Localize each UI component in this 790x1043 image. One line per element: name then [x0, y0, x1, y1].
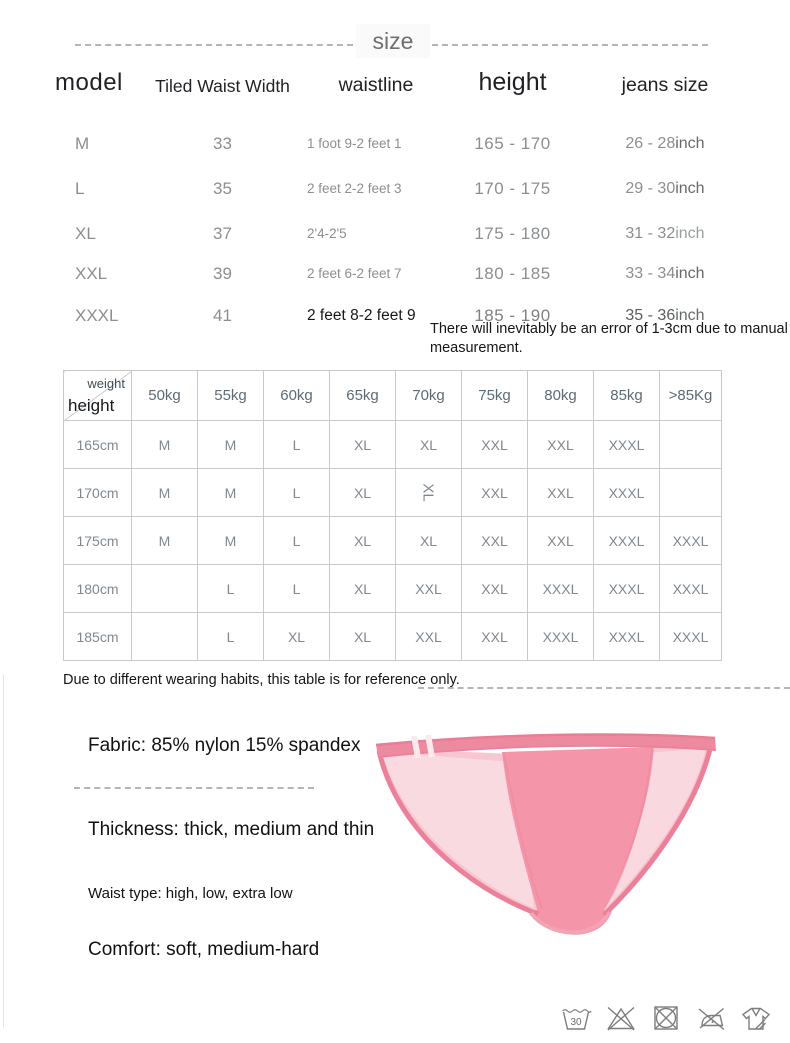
cell-waist-width: 33 — [213, 134, 232, 153]
matrix-cell: XXXL — [594, 565, 660, 613]
cell-height: 180 - 185 — [474, 264, 551, 283]
height-label: 175cm — [64, 517, 132, 565]
product-photo-pink-briefs — [352, 702, 737, 957]
cell-height: 175 - 180 — [474, 224, 551, 243]
cell-model: XL — [75, 224, 96, 243]
wash-temp-label: 30 — [570, 1017, 582, 1028]
weight-height-matrix — [63, 370, 722, 661]
cell-waistline: 1 foot 9-2 feet 1 — [307, 136, 402, 152]
matrix-row-180cm — [64, 565, 722, 613]
fabric-text: Fabric: 85% nylon 15% spandex — [88, 735, 361, 756]
matrix-cell — [660, 469, 722, 517]
matrix-cell: XXL — [396, 613, 462, 661]
col-header-height: height — [478, 68, 547, 96]
cell-model: XXL — [75, 264, 108, 283]
matrix-cell: XXXL — [594, 517, 660, 565]
do-not-bleach-icon — [605, 1004, 637, 1032]
matrix-cell: L — [198, 565, 264, 613]
info-dash — [74, 787, 314, 789]
cell-waist-width: 41 — [213, 306, 232, 325]
matrix-cell: XXL — [462, 613, 528, 661]
matrix-cell: XL — [264, 613, 330, 661]
matrix-row-185cm — [64, 613, 722, 661]
page-title: size — [356, 24, 430, 58]
matrix-cell — [660, 421, 722, 469]
matrix-row-175cm — [64, 517, 722, 565]
corner-height-label: height — [68, 396, 115, 415]
jeans-unit: inch — [675, 225, 705, 242]
cell-model: M — [75, 134, 90, 153]
size-row-xxl — [55, 254, 750, 294]
jeans-unit: inch — [675, 180, 705, 197]
matrix-cell: L — [264, 469, 330, 517]
weight-header: 60kg — [264, 371, 330, 421]
comfort-text: Comfort: soft, medium-hard — [88, 939, 320, 960]
banner-dash-right — [432, 44, 708, 46]
matrix-cell: XXXL — [660, 565, 722, 613]
weight-header: 75kg — [462, 371, 528, 421]
height-label: 165cm — [64, 421, 132, 469]
cell-jeans-size — [580, 225, 750, 243]
matrix-cell: XL — [330, 565, 396, 613]
col-header-waistline: waistline — [338, 74, 414, 96]
matrix-cell: XXXL — [528, 613, 594, 661]
matrix-corner-cell — [64, 371, 132, 421]
matrix-cell: XXXL — [594, 421, 660, 469]
weight-header: 65kg — [330, 371, 396, 421]
matrix-cell: XXL — [396, 565, 462, 613]
shirt-care-icon — [740, 1004, 772, 1032]
cell-waistline: 2 feet 2-2 feet 3 — [307, 181, 402, 197]
size-row-l — [55, 169, 750, 209]
matrix-cell: XXL — [462, 469, 528, 517]
matrix-cell: XXL — [528, 421, 594, 469]
matrix-cell: L — [264, 565, 330, 613]
jeans-number: 29 - 30 — [625, 180, 676, 197]
weight-header: 55kg — [198, 371, 264, 421]
thickness-text: Thickness: thick, medium and thin — [88, 819, 375, 840]
matrix-cell: M — [198, 469, 264, 517]
col-header-model: model — [55, 69, 123, 96]
matrix-cell: XXL — [528, 517, 594, 565]
weight-header: 85kg — [594, 371, 660, 421]
matrix-cell: XL — [330, 421, 396, 469]
weight-header: >85Kg — [660, 371, 722, 421]
matrix-cell: M — [198, 517, 264, 565]
cell-waistline: 2 feet 8-2 feet 9 — [307, 307, 416, 325]
cell-waistline: 2 feet 6-2 feet 7 — [307, 266, 402, 282]
jeans-unit: inch — [675, 135, 705, 152]
col-header-jeans-size: jeans size — [621, 74, 709, 96]
matrix-cell: XXXL — [594, 613, 660, 661]
waist-type-text: Waist type: high, low, extra low — [88, 885, 293, 902]
care-icons-row — [560, 1004, 772, 1032]
weight-header: 50kg — [132, 371, 198, 421]
jeans-number: 33 - 34 — [625, 265, 676, 282]
matrix-cell: XXL — [462, 565, 528, 613]
size-row-m — [55, 124, 750, 164]
height-label: 180cm — [64, 565, 132, 613]
cell-jeans-size — [580, 180, 750, 198]
size-row-xl — [55, 217, 750, 251]
reference-note: Due to different wearing habits, this table is for reference only. — [63, 672, 460, 688]
cell-waistline: 2'4-2'5 — [307, 226, 347, 242]
matrix-cell — [132, 613, 198, 661]
cell-height: 165 - 170 — [474, 134, 551, 153]
matrix-header-row — [64, 371, 722, 421]
matrix-cell: XL — [396, 421, 462, 469]
height-label: 185cm — [64, 613, 132, 661]
rotated-size-text: XL — [419, 483, 437, 502]
matrix-cell: XXXL — [660, 613, 722, 661]
matrix-cell: XXL — [528, 469, 594, 517]
weight-header: 80kg — [528, 371, 594, 421]
jeans-number: 26 - 28 — [625, 135, 676, 152]
col-header-tiled-waist-width: Tiled Waist Width — [155, 76, 290, 96]
cell-waist-width: 35 — [213, 179, 232, 198]
jeans-unit: inch — [675, 307, 705, 324]
size-table-header — [55, 68, 750, 97]
do-not-tumble-dry-icon — [650, 1004, 682, 1032]
jeans-number: 35 - 36 — [625, 307, 676, 324]
matrix-cell: M — [132, 517, 198, 565]
matrix-cell — [132, 565, 198, 613]
weight-header: 70kg — [396, 371, 462, 421]
cell-jeans-size — [580, 135, 750, 153]
matrix-cell: XXXL — [594, 469, 660, 517]
matrix-cell: M — [198, 421, 264, 469]
measurement-note: There will inevitably be an error of 1-3cm due to manual measurement. — [430, 321, 788, 356]
cell-height: 170 - 175 — [474, 179, 551, 198]
matrix-row-165cm — [64, 421, 722, 469]
matrix-cell: XXXL — [528, 565, 594, 613]
cell-model: XXXL — [75, 306, 119, 325]
cell-jeans-size — [580, 265, 750, 283]
matrix-cell: XXL — [462, 517, 528, 565]
matrix-cell: XL — [330, 613, 396, 661]
height-label: 170cm — [64, 469, 132, 517]
cell-model: L — [75, 179, 85, 198]
jeans-unit: inch — [675, 265, 705, 282]
cell-waist-width: 37 — [213, 224, 232, 243]
matrix-cell: M — [132, 469, 198, 517]
matrix-cell: XL — [330, 469, 396, 517]
banner-dash-left — [75, 44, 353, 46]
wash-30-icon — [560, 1004, 592, 1032]
matrix-row-170cm — [64, 469, 722, 517]
matrix-cell: XL — [330, 517, 396, 565]
cell-height: 185 - 190 — [474, 306, 551, 325]
matrix-cell: M — [132, 421, 198, 469]
cell-waist-width: 39 — [213, 264, 232, 283]
matrix-cell: XXL — [462, 421, 528, 469]
matrix-cell: XL — [396, 517, 462, 565]
note-dash-right — [418, 687, 790, 689]
matrix-cell: L — [264, 421, 330, 469]
jeans-number: 31 - 32 — [625, 225, 676, 242]
left-divider — [3, 675, 4, 1027]
do-not-iron-icon — [695, 1004, 727, 1032]
matrix-cell: L — [264, 517, 330, 565]
matrix-cell-rotated — [396, 469, 462, 517]
matrix-cell: L — [198, 613, 264, 661]
corner-weight-label: weight — [87, 376, 125, 391]
matrix-cell: XXXL — [660, 517, 722, 565]
